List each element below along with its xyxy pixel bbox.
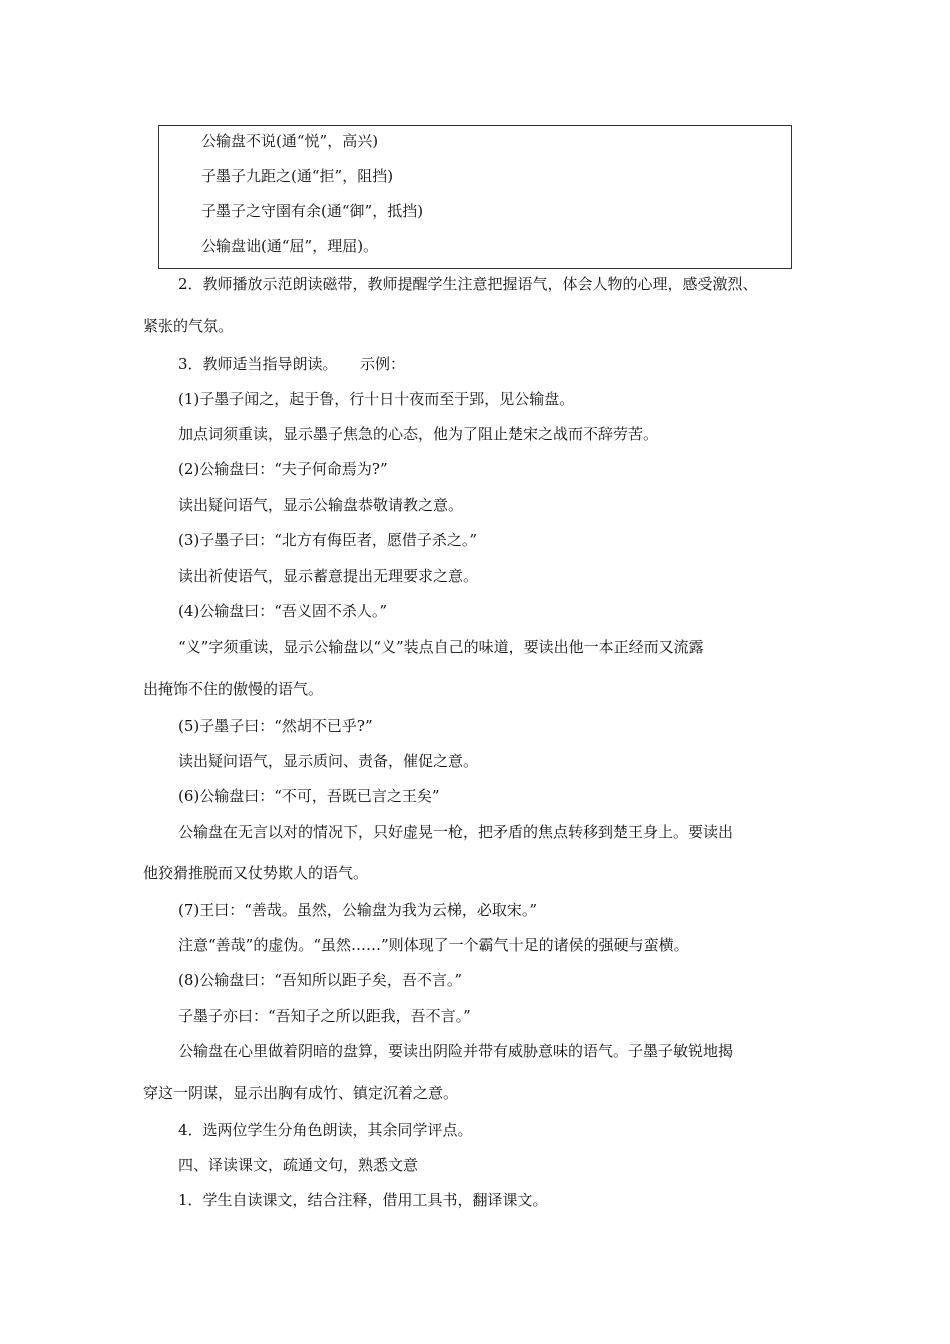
paragraph-line: 2．教师播放示范朗读磁带，教师提醒学生注意把握语气，体会人物的心理，感受激烈、 xyxy=(178,275,758,293)
note-box xyxy=(158,125,792,269)
paragraph-line: 他狡猾推脱而又仗势欺人的语气。 xyxy=(143,864,369,882)
paragraph-line: (6)公输盘曰：“不可，吾既已言之王矣” xyxy=(178,787,440,805)
paragraph-line: 公输盘在无言以对的情况下，只好虚晃一枪，把矛盾的焦点转移到楚王身上。要读出 xyxy=(178,823,734,841)
paragraph-line: 子墨子亦曰：“吾知子之所以距我，吾不言。” xyxy=(178,1007,471,1025)
paragraph-line: 读出疑问语气，显示公输盘恭敬请教之意。 xyxy=(178,496,464,514)
paragraph-line: (8)公输盘曰：“吾知所以距子矣，吾不言。” xyxy=(178,971,463,989)
paragraph-line: (1)子墨子闻之，起于鲁，行十日十夜而至于郢，见公输盘。 xyxy=(178,390,575,408)
paragraph-line: “义”字须重读，显示公输盘以“义”装点自己的味道，要读出他一本正经而又流露 xyxy=(178,638,704,656)
paragraph-line: (7)王曰：“善哉。虽然，公输盘为我为云梯，必取宋。” xyxy=(178,901,538,919)
paragraph-line: (5)子墨子曰：“然胡不已乎?” xyxy=(178,717,373,735)
paragraph-line: 出掩饰不住的傲慢的语气。 xyxy=(143,680,324,698)
paragraph-line: (3)子墨子曰：“北方有侮臣者，愿借子杀之。” xyxy=(178,531,478,549)
note-line-4: 公输盘诎(通“屈”，理屈)。 xyxy=(201,237,379,255)
paragraph-line: 读出疑问语气，显示质问、责备，催促之意。 xyxy=(178,752,479,770)
paragraph-line: 4．选两位学生分角色朗读，其余同学评点。 xyxy=(178,1121,473,1139)
paragraph-line: 1．学生自读课文，结合注释，借用工具书，翻译课文。 xyxy=(178,1191,548,1209)
paragraph-line: 读出祈使语气，显示蓄意提出无理要求之意。 xyxy=(178,567,479,585)
section-heading: 四、译读课文，疏通文句，熟悉文意 xyxy=(178,1156,419,1174)
note-line-2: 子墨子九距之(通“拒”，阻挡) xyxy=(201,167,394,185)
note-line-1: 公输盘不说(通“悦”，高兴) xyxy=(201,132,379,150)
paragraph-line: (4)公输盘曰：“吾义固不杀人。” xyxy=(178,602,388,620)
paragraph-line: 紧张的气氛。 xyxy=(143,317,234,335)
paragraph-line: 注意“善哉”的虚伪。“虽然……”则体现了一个霸气十足的诸侯的强硬与蛮横。 xyxy=(178,936,689,954)
paragraph-line: (2)公输盘曰：“夫子何命焉为?” xyxy=(178,460,388,478)
paragraph-line: 加点词须重读，显示墨子焦急的心态，他为了阻止楚宋之战而不辞劳苦。 xyxy=(178,425,659,443)
paragraph-line: 穿这一阴谋，显示出胸有成竹、镇定沉着之意。 xyxy=(143,1084,459,1102)
note-line-3: 子墨子之守圉有余(通“御”，抵挡) xyxy=(201,202,424,220)
paragraph-line: 公输盘在心里做着阴暗的盘算，要读出阴险并带有威胁意味的语气。子墨子敏锐地揭 xyxy=(178,1042,734,1060)
paragraph-line: 3．教师适当指导朗读。 示例： xyxy=(178,355,406,373)
